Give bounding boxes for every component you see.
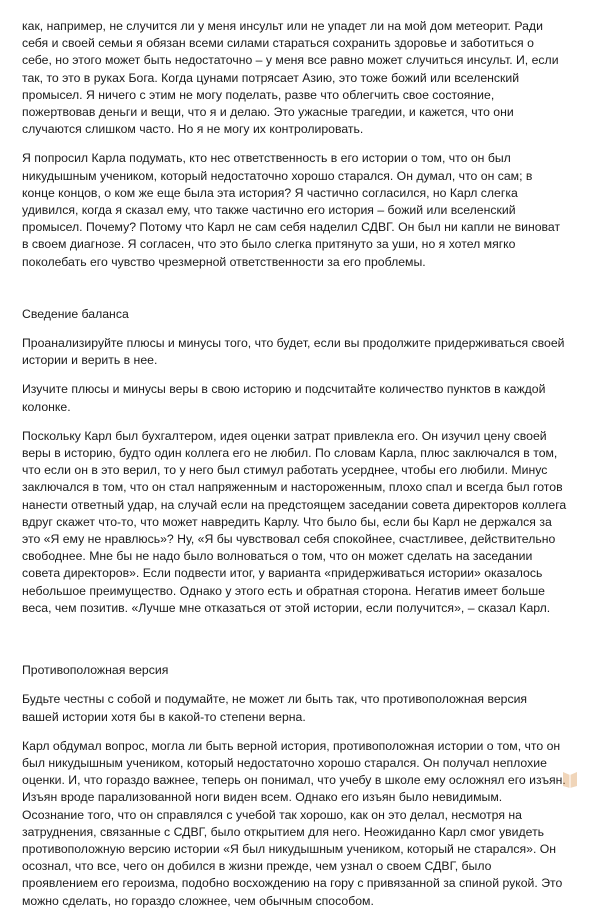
paragraph: как, например, не случится ли у меня инсульт или не упадет ли на мой дом метеорит. Ради себя и своей семьи я обязан всеми силами стараться сохранить здоровье и заботиться о себе, но этого может быть недостаточно – у меня все равно может случиться инсульт. И, если так, то это в руках Бога. Когда цунами потрясает Азию, это тоже божий или вселенский промысел. Я ничего с этим не могу поделать, разве что облегчить свое состояние, пожертвовав деньги и вещи, что я и делаю. Это ужасные трагедии, и кажется, что они случаются слишком часто. Но я не могу их контролировать. [22,19,559,137]
section-heading: Сведение баланса [22,306,129,321]
book-logo-icon [559,768,581,790]
section-spacer [22,283,567,306]
paragraph: Поскольку Карл был бухгалтером, идея оценки затрат привлекла его. Он изучил цену своей веры в историю, будто один коллега его не любил. По словам Карла, плюс заключался в том, что если он в это верил, то у него был стимул работать усерднее, чтобы его любили. Минус заключался в том, что он стал напряженным и настороженным, плохо спал и всегда был готов нанести ответный удар, на случай если на предстоящем заседании совета директоров коллега вдруг скажет что-то, что может навредить Карлу. Что было бы, если бы Карл не держался за это «Я ему не нравлюсь»? Ну, «Я бы чувствовал себя спокойнее, счастливее, действительно свободнее. Мне бы не надо было волноваться о том, что он может сделать на заседании совета директоров». Если подвести итог, у варианта «придерживаться истории» оказалось небольшое преимущество. Однако у этого есть и обратная сторона. Негатив имеет больше веса, чем позитив. «Лучше мне отказаться от этой истории, если получится», – сказал Карл. [22,428,567,615]
section-spacer [22,629,567,662]
document-body [22,0,567,922]
paragraph: Проанализируйте плюсы и минусы того, что будет, если вы продолжите придерживаться своей истории и верить в нее. [22,336,565,368]
paragraph: Карл обдумал вопрос, могла ли быть верной история, противоположная истории о том, что он был никудышным учеником, который недостаточно хорошо старался. Он получал неплохие оценки. И, что гораздо важнее, теперь он понимал, что учебу в школе ему осложнял его изъян. Изъян вроде парализованной ноги виден всем. Однако его изъян было невидимым. Осознание того, что он справлялся с учебой так хорошо, как он это делал, несмотря на затруднения, связанные с СДВГ, было открытием для него. Неожиданно Карл смог увидеть противоположную версию истории «Я был никудышным учеником, который не старался». Он осознал, что все, чего он добился в жизни прежде, чем узнал о своем СДВГ, было проявлением его героизма, подобно восхождению на гору с привязанной за спиной рукой. Это можно сделать, но гораздо сложнее, чем обычным способом. [22,738,566,908]
paragraph: Будьте честны с собой и подумайте, не может ли быть так, что противоположная версия вашей истории хотя бы в какой-то степени верна. [22,692,528,724]
section-heading: Противоположная версия [22,663,169,678]
paragraph: Изучите плюсы и минусы веры в свою историю и подсчитайте количество пунктов в каждой колонке. [22,382,546,414]
paragraph: Я попросил Карла подумать, кто нес ответственность в его истории о том, что он был никудышным учеником, который недостаточно хорошо старался. Он думал, что он сам; в конце концов, о ком же еще была эта история? Я частично согласился, но Карл слегка удивился, когда я сказал ему, что также частично его история – божий или вселенский промысел. Почему? Потому что Карл не сам себя наделил СДВГ. Он был ни капли не виноват в своем диагнозе. Я согласен, что это было слегка притянуто за уши, но я хотел мягко поколебать его чувство чрезмерной ответственности за его проблемы. [22,151,561,269]
